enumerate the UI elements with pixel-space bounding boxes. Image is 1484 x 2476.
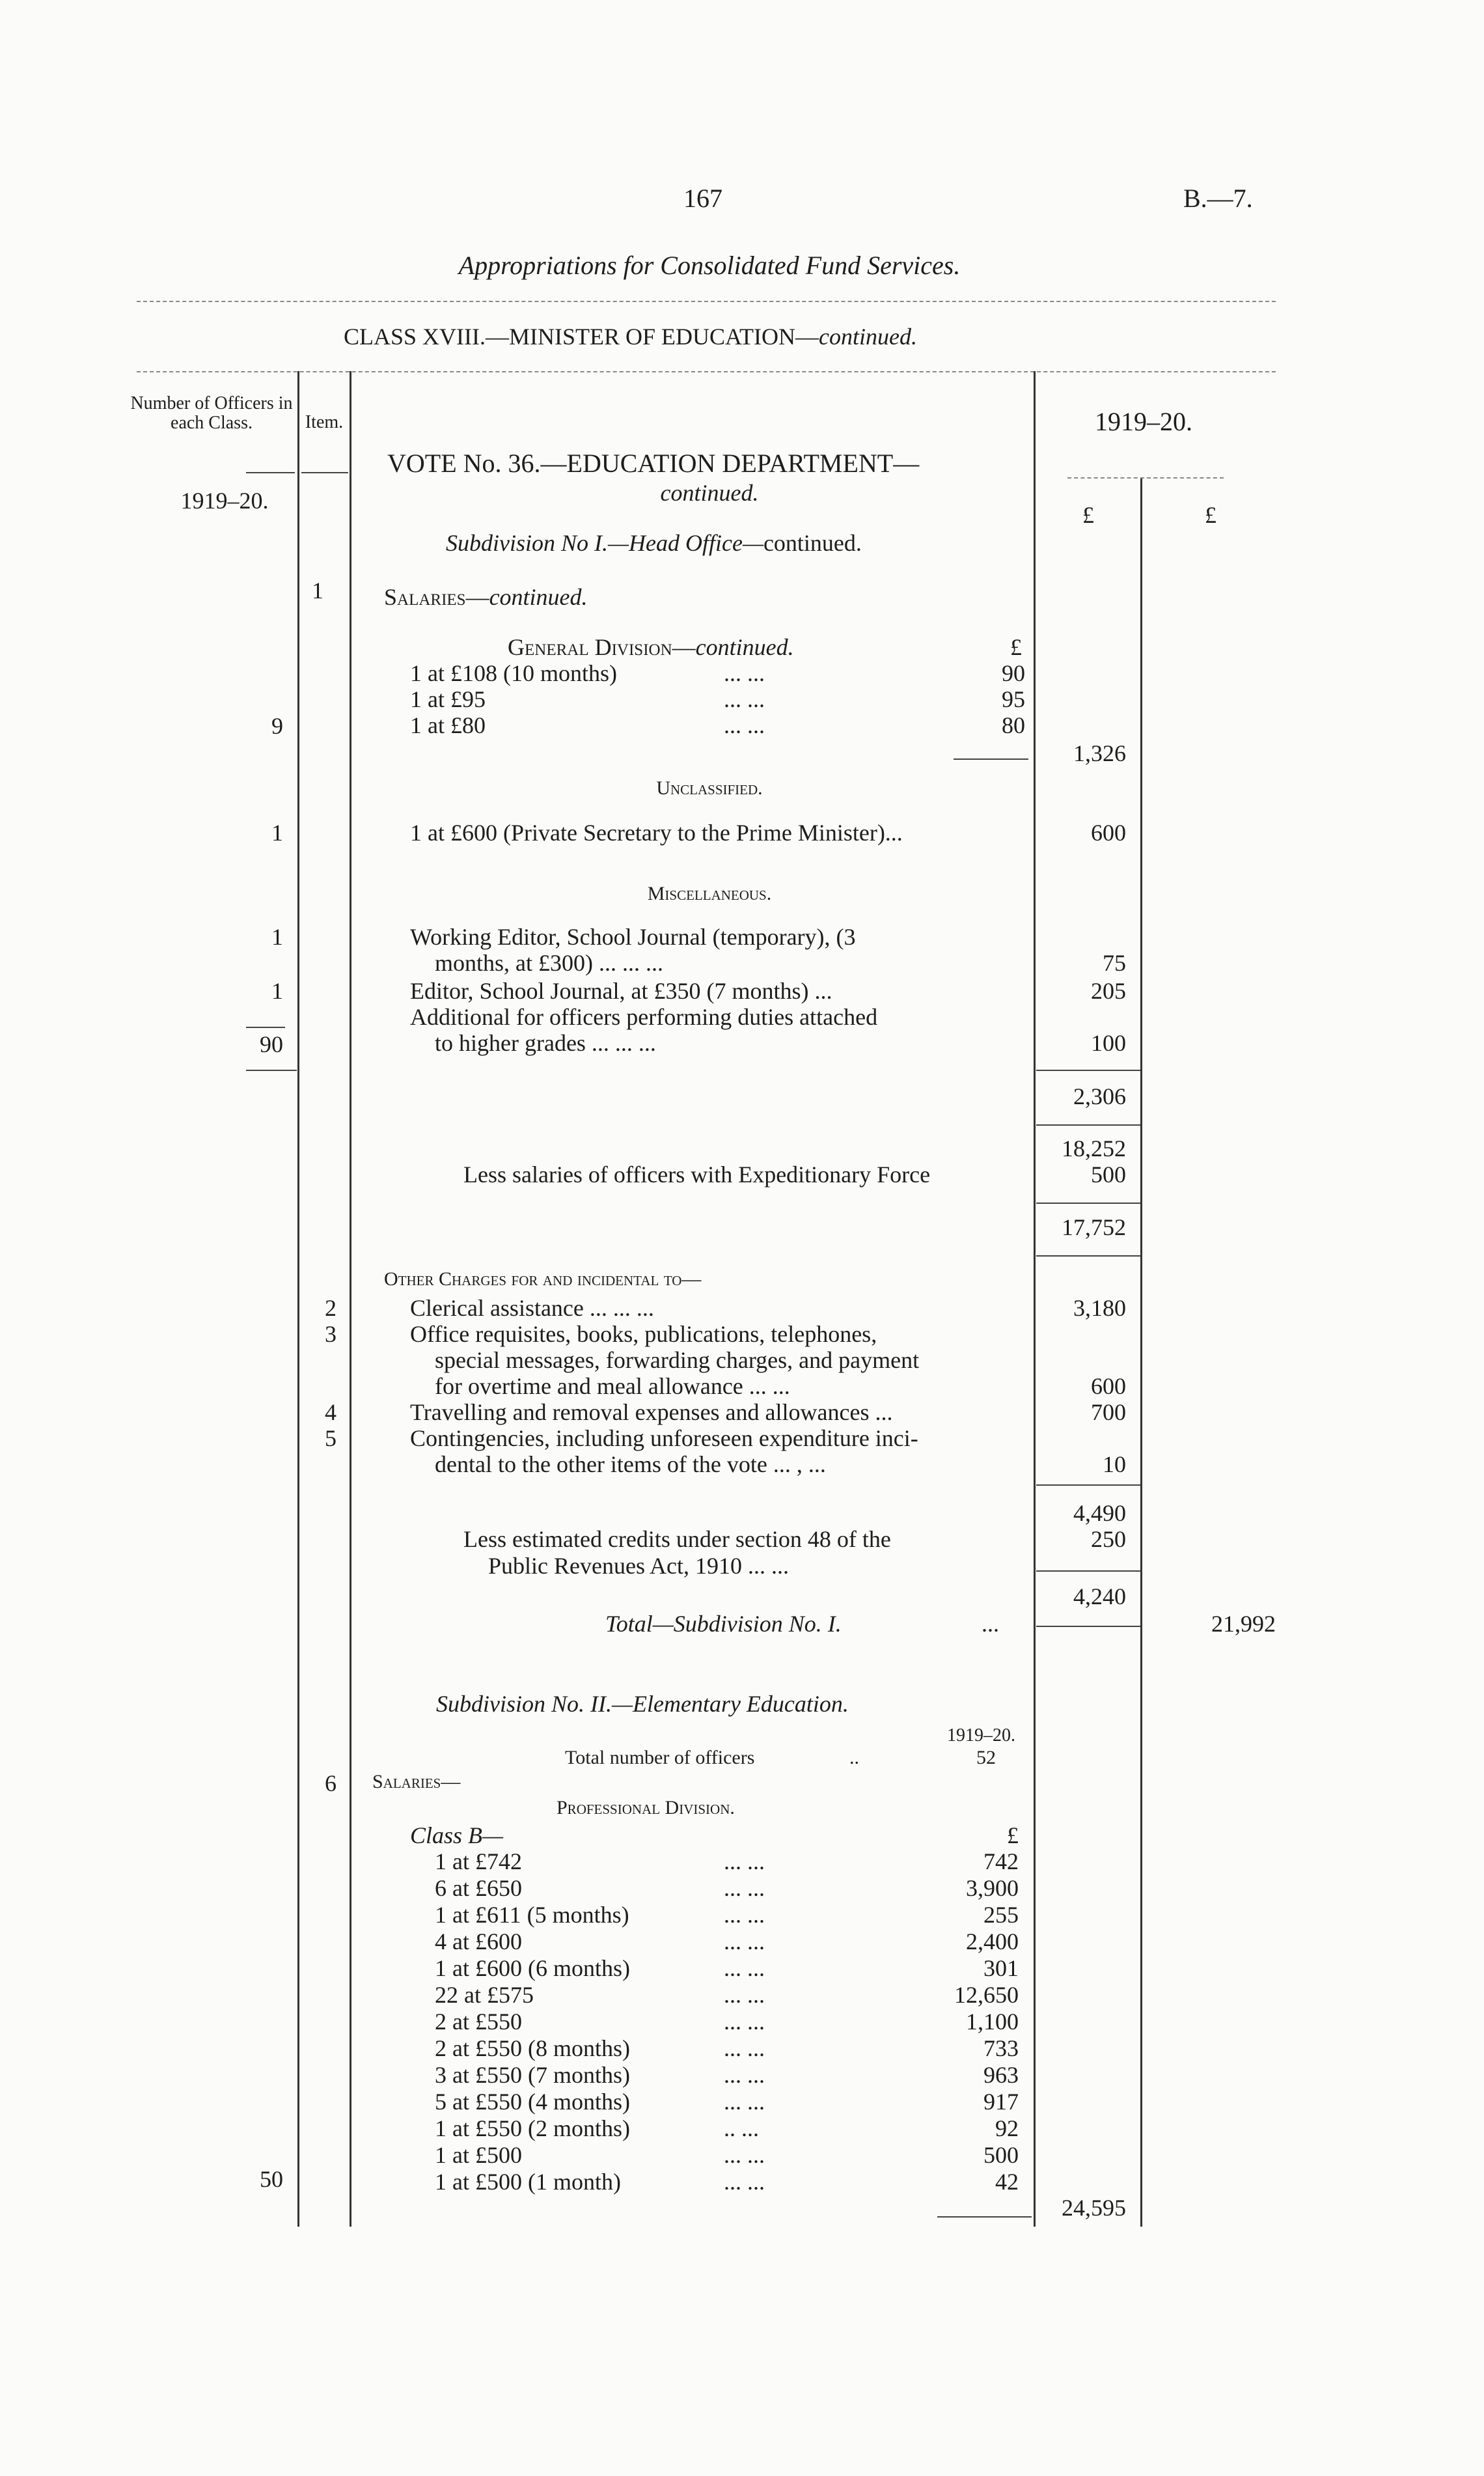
oc-net-rule-bottom [1036,1626,1140,1627]
general-row-amount: 90 [1002,660,1025,686]
professional-row-label: 2 at £550 [435,2009,522,2035]
unclassified-amount: 600 [1091,820,1126,846]
item-header-rule [301,472,348,473]
professional-row-amount: 3,900 [966,1875,1019,1901]
misc-line-3a: Additional for officers performing duties attached [410,1004,878,1030]
misc-amount-1: 75 [1103,950,1126,976]
professional-row-label: 3 at £550 (7 months) [435,2062,630,2088]
other-charge-line: special messages, forwarding charges, and payment [435,1347,920,1373]
professional-row-dots: ... ... [724,1902,765,1928]
professional-row-amount: 742 [983,1848,1019,1874]
general-pound: £ [1010,634,1022,660]
general-row-label: 1 at £108 (10 months) [410,660,617,686]
other-charge-item-number: 3 [325,1321,337,1347]
general-row-label: 1 at £80 [410,712,486,738]
professional-row-amount: 2,400 [966,1928,1019,1954]
officers-year: 1919–20. [180,488,269,514]
other-charge-line: Office requisites, books, publications, telephones, [410,1321,877,1347]
professional-total: 24,595 [1062,2195,1126,2221]
unclassified-heading: Unclassified. [656,777,763,799]
unclassified-line: 1 at £600 (Private Secretary to the Prime Minister)... [410,820,903,846]
total-subdivision-1-label: Total—Subdivision No. I. [605,1611,842,1637]
professional-row-dots: ... ... [724,2142,765,2168]
miscellaneous-heading: Miscellaneous. [647,883,772,904]
general-total: 1,326 [1073,740,1126,766]
professional-row-dots: ... ... [724,1848,765,1874]
oc-subtotal-rule [1036,1484,1140,1486]
professional-row-label: 1 at £742 [435,1848,522,1874]
professional-row-label: 1 at £550 (2 months) [435,2115,630,2141]
other-charges-heading: Other Charges for and incidental to— [384,1268,702,1290]
oc-subtotal: 4,490 [1073,1500,1126,1526]
subdivision-2-year: 1919–20. [947,1725,1015,1746]
other-charge-line: Travelling and removal expenses and allowances ... [410,1399,893,1425]
professional-row-dots: ... ... [724,2089,765,2115]
total-subdivision-1-dots: ... [982,1611,999,1637]
professional-row-amount: 917 [983,2089,1019,2115]
main-title: Appropriations for Consolidated Fund Services. [458,251,961,280]
subtotal-b-rule [1036,1124,1140,1126]
general-row-amount: 95 [1002,686,1025,712]
amount-pound-1: £ [1082,502,1094,528]
other-charge-amount: 600 [1091,1373,1126,1399]
officers-total-rule-top [246,1027,285,1028]
rule-amount-total [1140,479,1142,2227]
oc-net-rule [1036,1570,1140,1572]
professional-row-dots: ... ... [724,2009,765,2035]
header-rule [137,371,1276,372]
professional-row-dots: ... ... [724,1982,765,2008]
subtotal-c: 17,752 [1062,1214,1126,1240]
general-officers-count: 9 [271,713,283,739]
less-expeditionary-amount: 500 [1091,1161,1126,1188]
less-credits-line-a: Less estimated credits under section 48 of the [463,1526,891,1552]
officers-column-header: Number of Officers in each Class. [130,393,293,433]
officers-header-rule [246,472,295,473]
professional-subtotal-rule [937,2216,1032,2218]
professional-row-label: 1 at £600 (6 months) [435,1955,630,1981]
subtotal-c-rule-bottom [1036,1255,1140,1257]
less-credits-line-b: Public Revenues Act, 1910 ... ... [488,1553,789,1579]
professional-row-label: 1 at £611 (5 months) [435,1902,629,1928]
professional-division-heading: Professional Division. [556,1797,735,1818]
class-b-heading: Class B— [410,1822,504,1848]
professional-row-amount: 12,650 [954,1982,1019,2008]
total-subdivision-1-amount: 21,992 [1211,1611,1276,1637]
professional-pound: £ [1007,1822,1019,1848]
professional-row-label: 6 at £650 [435,1875,522,1901]
misc-officers-count-1: 1 [271,924,283,950]
professional-row-dots: ... ... [724,1875,765,1901]
salaries-continued-heading: Salaries—continued. [384,584,588,610]
other-charge-line: for overtime and meal allowance ... ... [435,1373,790,1399]
general-row-dots: ... ... [724,660,765,686]
less-expeditionary-line: Less salaries of officers with Expeditionary Force [463,1161,931,1188]
professional-row-amount: 301 [983,1955,1019,1981]
other-charge-line: dental to the other items of the vote ... , ... [435,1451,826,1477]
misc-amount-2: 205 [1091,978,1126,1004]
professional-row-label: 5 at £550 (4 months) [435,2089,630,2115]
officers-total: 90 [260,1031,283,1057]
subtotal-c-rule [1036,1203,1140,1204]
professional-row-dots: ... ... [724,2169,765,2195]
subdivision-1-title: Subdivision No I.—Head Office—continued. [446,530,862,556]
other-charge-line: Contingencies, including unforeseen expenditure inci- [410,1425,918,1451]
oc-net: 4,240 [1073,1583,1126,1609]
professional-row-amount: 1,100 [966,2009,1019,2035]
vote-title: VOTE No. 36.—EDUCATION DEPARTMENT— [387,449,920,478]
professional-row-amount: 42 [995,2169,1019,2195]
less-credits-amount: 250 [1091,1526,1126,1552]
general-row-label: 1 at £95 [410,686,486,712]
professional-row-amount: 92 [995,2115,1019,2141]
general-row-dots: ... ... [724,712,765,738]
amount-year: 1919–20. [1095,407,1192,436]
professional-row-label: 1 at £500 (1 month) [435,2169,621,2195]
misc-line-2: Editor, School Journal, at £350 (7 months) ... [410,978,832,1004]
professional-officers-count: 50 [260,2166,283,2192]
professional-row-dots: ... ... [724,1955,765,1981]
general-row-dots: ... ... [724,686,765,712]
general-division-heading: General Division—continued. [508,634,794,660]
general-row-amount: 80 [1002,712,1025,738]
professional-row-dots: ... ... [724,2062,765,2088]
amount-year-rule [1067,477,1224,479]
total-officers-dots: .. [849,1747,859,1768]
subtotal-a: 2,306 [1073,1083,1126,1109]
professional-row-amount: 500 [983,2142,1019,2168]
item-1-number: 1 [312,577,323,604]
title-rule [137,301,1276,302]
misc-line-1a: Working Editor, School Journal (temporary), (3 [410,924,856,950]
class-heading: CLASS XVIII.—MINISTER OF EDUCATION—continued. [344,324,917,350]
unclassified-officers-count: 1 [271,820,283,846]
other-charge-item-number: 5 [325,1425,337,1451]
other-charge-amount: 3,180 [1073,1295,1126,1321]
subtotal-b: 18,252 [1062,1135,1126,1161]
misc-amount-3: 100 [1091,1030,1126,1056]
other-charge-item-number: 4 [325,1399,337,1425]
professional-row-dots: ... ... [724,1928,765,1954]
subdivision-2-title: Subdivision No. II.—Elementary Education. [436,1691,849,1717]
other-charge-item-number: 2 [325,1295,337,1321]
professional-row-dots: .. ... [724,2115,759,2141]
professional-row-amount: 963 [983,2062,1019,2088]
salaries-heading: Salaries— [372,1771,461,1792]
other-charge-line: Clerical assistance ... ... ... [410,1295,654,1321]
professional-row-amount: 255 [983,1902,1019,1928]
page-number: 167 [683,184,722,213]
officers-total-rule-bottom [246,1070,297,1071]
item-column-header: Item. [305,412,344,432]
vote-continued: continued. [660,480,759,506]
professional-row-label: 2 at £550 (8 months) [435,2035,630,2061]
misc-line-3b: to higher grades ... ... ... [435,1030,656,1056]
amount-pound-2: £ [1205,502,1216,528]
rule-officers-item [297,371,299,2227]
professional-row-label: 1 at £500 [435,2142,522,2168]
other-charge-amount: 700 [1091,1399,1126,1425]
total-officers-label: Total number of officers [565,1747,755,1768]
subtotal-a-rule [1036,1070,1140,1071]
professional-row-label: 22 at £575 [435,1982,534,2008]
total-officers-value: 52 [976,1747,996,1768]
professional-row-amount: 733 [983,2035,1019,2061]
misc-officers-count-2: 1 [271,978,283,1004]
other-charge-amount: 10 [1103,1451,1126,1477]
general-subtotal-rule [954,758,1028,760]
professional-row-dots: ... ... [724,2035,765,2061]
document-code: B.—7. [1183,184,1253,213]
misc-line-1b: months, at £300) ... ... ... [435,950,663,976]
item-6-number: 6 [325,1770,337,1796]
professional-row-label: 4 at £600 [435,1928,522,1954]
